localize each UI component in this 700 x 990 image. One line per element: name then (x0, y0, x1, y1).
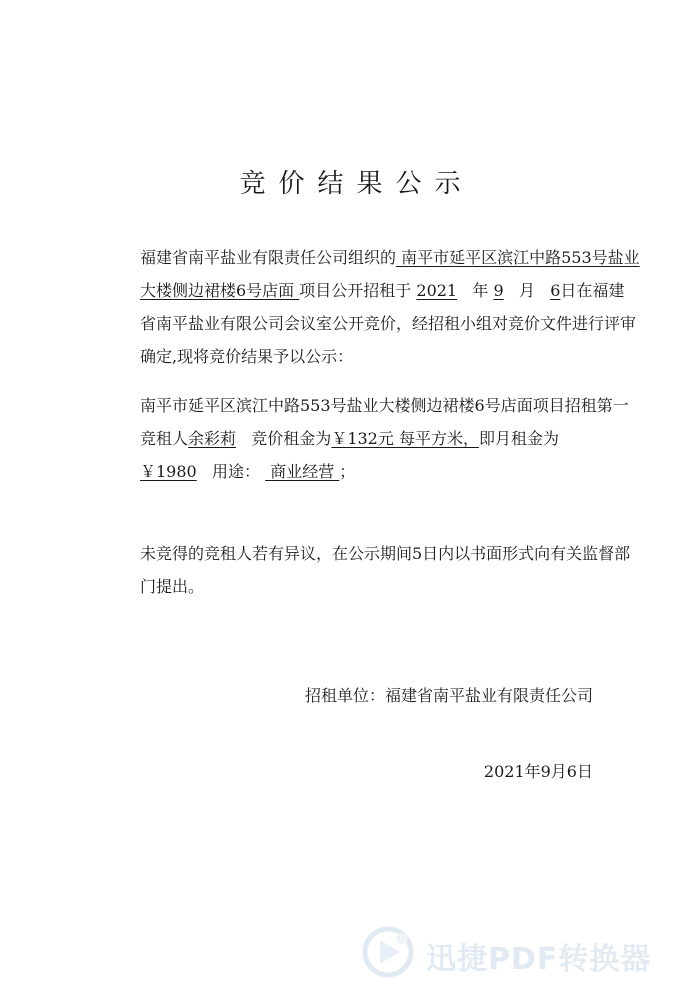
para2-text-1: 南平市延平区滨江中路553号盐业大楼侧边裙楼6号店面项目招租第一竞租人 (140, 396, 629, 448)
year-underlined: 2021 (416, 281, 458, 300)
para1-text-5: 日在福建省南平盐业有限公司会议室公开竞价，经招租小组对竞价文件进行评审确定,现将竞价结果予以公示： (140, 281, 637, 366)
winner-name-underlined: 余彩莉 (188, 429, 237, 448)
para2-text-3: 即月租金为 (478, 429, 559, 448)
price-underlined: ￥132元 每平方米， (331, 429, 479, 448)
pdf-converter-logo-icon (358, 922, 420, 982)
signature-line: 招租单位：福建省南平盐业有限责任公司 (304, 686, 593, 705)
para1-text-4: 月 (518, 281, 535, 300)
para1-text-2: 项目公开招租于 (299, 281, 412, 300)
para2-text-5: ； (339, 462, 356, 481)
usage-underlined: 商业经营 (265, 462, 340, 481)
month-underlined: 9 (493, 281, 504, 300)
document-date: 2021年9月6日 (483, 762, 593, 781)
watermark-text: 迅捷PDF转换器 (426, 942, 652, 977)
paragraph-objection: 未竞得的竞租人若有异议，在公示期间5日内以书面形式向有关监督部门提出。 (140, 544, 631, 596)
para1-text-3: 年 (472, 281, 489, 300)
project-name-underlined: 南平市延平区滨江中路553号盐业大楼侧边裙楼6号店面 (140, 248, 640, 300)
document-title: 竞价结果公示 (239, 169, 474, 199)
para2-text-2: 竞价租金为 (251, 429, 332, 448)
watermark (358, 922, 688, 982)
para1-text-1: 福建省南平盐业有限责任公司组织的 (140, 248, 397, 267)
paragraph-result (108, 389, 640, 488)
day-underlined: 6 (550, 281, 561, 300)
monthly-rent-underlined: ￥1980 (140, 462, 197, 481)
paragraph-announcement (108, 241, 640, 373)
para2-text-4: 用途： (212, 462, 261, 481)
